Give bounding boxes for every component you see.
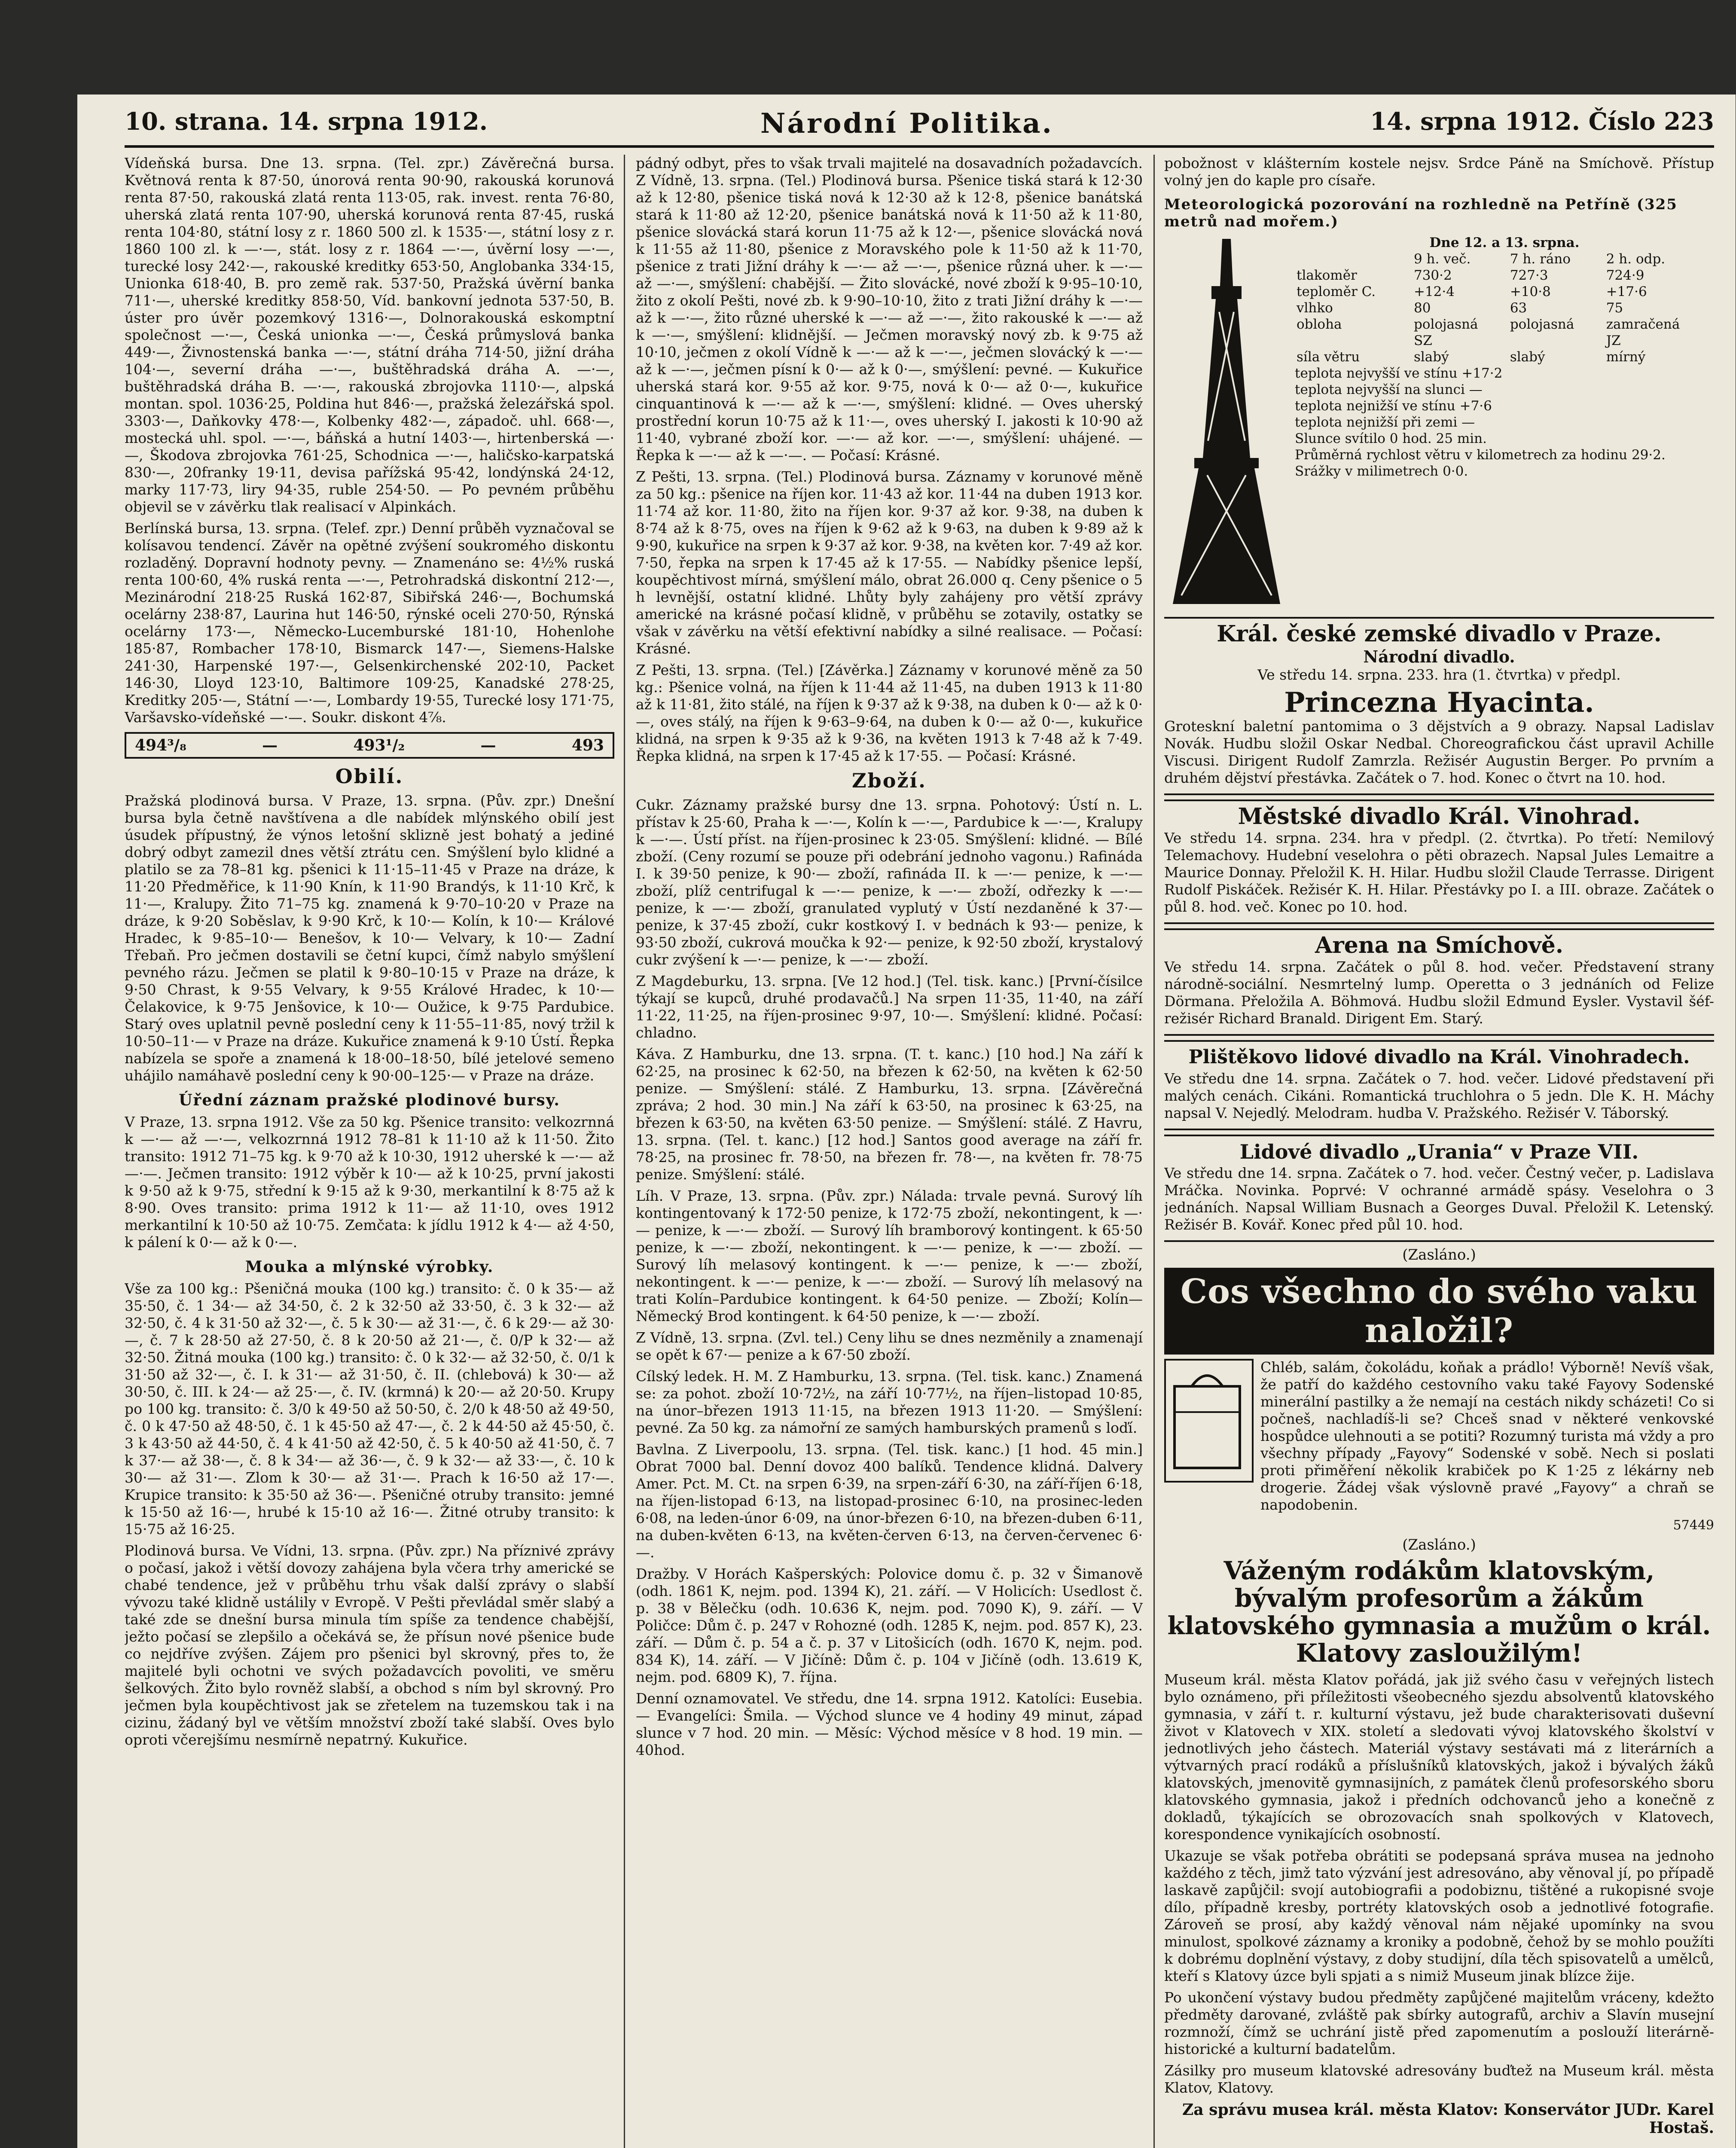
theatre-details: Ve středu dne 14. srpna. Začátek o 7. hod. večer. Čestný večer, p. Ladislava Mráčka. Novinka. Poprvé: V ochranné armádě spásy. Veselohra o 3 jednáních. Napsal William Busnach a Georges Duval. Přeložil K. Letenský. Režisér B. Kovář. Konec před půl 10. hod.	[1164, 1165, 1714, 1233]
weather-row	[1295, 267, 1714, 284]
theatre-details: Ve středu 14. srpna. Začátek o půl 8. hod. večer. Představení strany národně-sociální. Nesmrtelný lump. Operetta o 3 jednáních od Felize Dörmana. Přeložila A. Böhmová. Hudbu složil Edmund Eysler. Vystavil šéf-režisér Richard Branald. Dirigent Em. Starý.	[1164, 958, 1714, 1027]
theatre-subtitle: Národní divadlo.	[1363, 647, 1515, 666]
column-divider	[624, 155, 625, 2148]
masthead	[125, 107, 1714, 146]
weather-cell: +10·8	[1510, 284, 1551, 299]
vinohrady-theatre-listing	[1164, 799, 1714, 924]
national-theatre-listing	[1164, 617, 1714, 795]
theatre-date: Ve středu 14. srpna. 233. hra (1. čtvrtka) v předpl.	[1257, 666, 1621, 683]
flour-heading: Mouka a mlýnské výrobky.	[245, 1258, 494, 1276]
weather-cell: 724·9	[1606, 268, 1644, 283]
weather-extra-line: Průměrná rychlost větru v kilometrech za hodinu 29·2.	[1295, 447, 1666, 463]
vienna-stock-exchange: Vídeňská bursa. Dne 13. srpna. (Tel. zpr.) Závěrečná bursa. Květnová renta k 87·50, únorová renta 90·90, rakouská korunová renta 87·50, rakouská zlatá renta 113·05, rak. invest. renta 76·80, uherská zlatá renta 107·90, uherská korunová renta 87·45, ruská renta 104·80, státní losy z r. 1860 500 zl. k 1535·—, státní losy z r. 1860 100 zl. k —·—, stát. losy z r. 1864 —·—, úvěrní losy —·—, turecké losy 242·—, rakouské kreditky 653·50, Anglobanka 334·15, Unionka 618·40, B. pro země rak. 537·50, Pražská úvěrní banka 711·—, uherské kreditky 858·50, Víd. bankovní jednota 537·50, B. úster pro úvěr pozemkový 1316·—, Dolnorakouská eskomptní společnost —·—, Česká unionka —·—, Česká průmyslová banka 449·—, Živnostenská banka —·—, státní dráha 714·50, jižní dráha 104·—, severní dráha —·—, buštěhradská dráha A. —·—, buštěhradská dráha B. —·—, rakouská zbrojovka 1110·—, alpská montan. spol. 1036·25, Poldina hut 846·—, pražská železářská spol. 3303·—, Daňkovky 478·—, Kolbenky 482·—, západoč. uhl. 668·—, mostecká uhl. spol. —·—, báňská a hutní 1403·—, hirtenberská —·—, Škodova zbrojovka 761·25, Schodnica —·—, haličsko-karpatská 830·—, 20franky 19·11, devisa pařížská 95·42, londýnská 24·12, marky 117·73, liry 94·35, ruble 254·50. — Po pevném průběhu objevil se v závěrku tlak realisací v Alpinkách.	[125, 155, 614, 515]
weather-row	[1295, 300, 1714, 316]
museum-appeal-text: Museum král. města Klatov pořádá, jak již svého času v veřejných listech bylo oznámeno, při příležitosti všeobecného sjezdu absolventů klatovského gymnasia, v září t. r. kulturní výstavu, jež bude charakterisovati duševní život v Klatovech v XIX. století a sledovati vývoj klatovského školství v jednotlivých jeho částech. Materiál výstavy sestávati má z literárních a výtvarných prací rodáků a příslušníků klatovských, jakož i bývalých žáků klatovských, jmenovitě gymnasijních, z památek členů profesorského sboru klatovského gymnasia, jakož i předních odchovanců jeho a konečně z dokladů, týkajících se obrozovacích snah spolkových v Klatovech, korespondence vynikajících osobností.	[1164, 1671, 1714, 1843]
urania-theatre-listing	[1164, 1135, 1714, 1242]
weather-extra-line: teplota nejnižší ve stínu +7·6	[1295, 398, 1492, 414]
budapest-grain-report: Z Pešti, 13. srpna. (Tel.) Plodinová bursa. Záznamy v korunové měně za 50 kg.: pšenice na říjen kor. 11·43 až kor. 11·44 na duben 1913 kor. 11·74 až kor. 11·80, žito na říjen kor. 9·37 až kor. 9·38, na duben k 8·74 až k 8·75, oves na říjen k 9·62 až k 9·63, na duben k 9·89 až k 9·90, kukuřice na srpen k 9·37 až kor. 9·38, na květen kor. 7·49 až kor. 7·50, řepka na srpen k 17·45 až k 17·55. — Nabídky pšenice lepší, koupěchtivost mírná, smýšlení málo, obrat 26.000 q. Ceny pšenice o 5 h levnější, ostatní klidné. Lhůty byly zahájeny pro větší zprávy americké na krásné počasí klidně, v průběhu se zotavily, ostatky se však v závěrku na větší efektivní nabídky a silné realisace. — Počasí: Krásné.	[636, 468, 1143, 657]
magdeburg-report: Z Magdeburku, 13. srpna. [Ve 12 hod.] (Tel. tisk. kanc.) [První-čísilce týkají se kupců, druhé prodavačů.] Na srpen 11·35, 11·40, na září 11·22, 11·25, na říjen-prosinec 9·97, 10·—. Smýšlení: klidné. Počasí: chladno.	[636, 973, 1143, 1041]
pastille-box-illustration	[1164, 1359, 1254, 1483]
saltpetre-report: Cílský ledek. H. M. Z Hamburku, 13. srpna. (Tel. tisk. kanc.) Znamená se: za pohot. zboží 10·72½, na září 10·77½, na říjen–listopad 10·85, na únor–březen 1913 11·15, na březen 1913 11·20. — Smýšlení: pevné. Za 50 kg. za námořní ze samých hamburských pramenů s loďí.	[636, 1368, 1143, 1436]
cotton-report: Bavlna. Z Liverpoolu, 13. srpna. (Tel. tisk. kanc.) [1 hod. 45 min.] Obrat 7000 bal. Denní dovoz 400 balíků. Tendence klidná. Dalvery Amer. Pct. M. Ct. na srpen 6·39, na srpen-září 6·30, na září-říjen 6·18, na říjen-listopad 6·13, na listopad-prosinec 6·10, na prosinec-leden 6·08, na leden-únor 6·09, na únor-březen 6·10, na březen-duben 6·11, na duben-květen 6·13, na květen-červen 6·13, na červen-červenec 6·—.	[636, 1441, 1143, 1561]
price-box-value: 494³/₈	[135, 736, 186, 754]
weather-header-cell: 7 h. ráno	[1510, 251, 1571, 267]
weather-extra-line: Srážky v milimetrech 0·0.	[1295, 464, 1468, 479]
theatre-details: Groteskní baletní pantomima o 3 dějstvích a 9 obrazy. Napsal Ladislav Novák. Hudbu složil Oskar Nedbal. Choreografickou část upravil Achille Viscusi. Dirigent Rudolf Zamrzla. Režisér Augustin Berger. Po prvním a druhém dějství přestávka. Začátek o 7. hod. Konec o čtvrt na 10. hod.	[1164, 718, 1714, 786]
weather-extra-line: teplota nejvyšší na slunci —	[1295, 382, 1483, 397]
budapest-closing-report: Z Pešti, 13. srpna. (Tel.) [Závěrka.] Záznamy v korunové měně za 50 kg.: Pšenice volná, na říjen k 11·44 až 11·45, na duben 1913 k 11·80 až k 11·81, žito stálé, na říjen k 9·37 až k 9·38, na duben k 0·— až k 0·—, oves stálý, na říjen k 9·63–9·64, na duben k 0·— až 0·—, kukuřice klidná, na srpen k 9·35 až k 9·36, na květen 1913 k 7·48 až k 7·49. Řepka klidná, na srpen k 17·45 až k 17·55. — Počasí: Krásné.	[636, 662, 1143, 764]
weather-row	[1295, 349, 1714, 365]
theatre-title: Městské divadlo Král. Vinohrad.	[1238, 803, 1641, 830]
column-2	[636, 155, 1143, 2148]
weather-header-cell: 2 h. odp.	[1606, 251, 1666, 267]
plistek-theatre-listing	[1164, 1040, 1714, 1130]
theatre-details: Ve středu dne 14. srpna. Začátek o 7. hod. večer. Lidové představení při malých cenách. Cikáni. Romantická truchlohra o 5 jedn. Dle K. H. Máchy napsal V. Nejedlý. Melodram. hudba V. Pražského. Režisér V. Táborský.	[1164, 1070, 1714, 1121]
weather-header-cell: 9 h. več.	[1413, 251, 1471, 267]
advertisement-number: 57449	[1673, 1518, 1714, 1533]
weather-extra-line: Slunce svítilo 0 hod. 25 min.	[1295, 431, 1487, 446]
weather-row	[1295, 284, 1714, 300]
weather-cell: 730·2	[1413, 268, 1452, 283]
advertisement-text: Chléb, salám, čokoládu, koňak a prádlo! Výborně! Nevíš však, že patří do každého cestovního vaku také Fayovy Sodenské minerální pastilky a že nemají na cestách nikdy scházeti! Co si počneš, nachladíš-li se? Chceš snad v některé venkovské hospůdce ulehnouti a se potiti? Rozumný turista má vždy a pro všechny případy „Fayovy“ Sodenské v sobě. Nech si poslati proti přiměření několik krabiček po K 1·25 z lékárny neb drogerie. Žádej však výslovně pravé „Fayovy“ a chraň se napodobenin.	[1260, 1359, 1714, 1513]
price-box-dash: —	[262, 736, 278, 754]
weather-cell	[1295, 333, 1412, 349]
vienna-grain-report: pádný odbyt, přes to však trvali majitelé na dosavadních požadavcích. Z Vídně, 13. srpna. (Tel.) Plodinová bursa. Pšenice tiská stará k 12·30 až k 12·80, pšenice tiská nová k 12·30 až k 12·8, pšenice banátská stará k 11·80 až 12·20, pšenice banátská nová k 11·50 až k 11·80, pšenice slovácká stará korun 11·75 až k 12·—, pšenice slovácká nová k 11·55 až 11·80, pšenice z Moravského pole k 11·50 až k 11·70, pšenice z trati Jižní dráhy k —·— až —·—, pšenice různá uher. k —·— až —·—, smýšlení: chabější. — Žito slovácké, nové zboží k 9·95–10·10, žito z okolí Pešti, nové zb. k 9·90–10·10, žito z trati Jižní dráhy k —·— až k —·—, žito různé uherské k —·— až —·—, žito rakouské k —·— až k —·—, smýšlení: klidnější. — Ječmen moravský nový zb. k 9·75 až 10·10, ječmen z okolí Vídně k —·— až k —·—, ječmen slovácký k —·— až k —·—, ječmen písní k 0·— až k 0·—, smýšlení: pevné. — Kukuřice uherská stará kor. 9·55 až kor. 9·75, nová k 0·— až 0·—, kukuřice cinquantinová k —·— až k —·—, smýšlení: klidné. — Oves uherský prostřední korun 10·75 až k 11·—, oves uherský I. jakosti k 10·90 až 11·40, vybrané zboží kor. —·— až kor. —·—, smýšlení: uhájené. — Řepka k —·— až k —·—. — Počasí: Krásné.	[636, 155, 1143, 464]
section-heading-goods: Zboží.	[851, 769, 927, 792]
weather-date: Dne 12. a 13. srpna.	[1429, 235, 1580, 250]
weather-cell: tlakoměr	[1297, 268, 1357, 283]
theatre-title: Arena na Smíchově.	[1315, 932, 1563, 958]
column-1	[125, 155, 614, 2148]
advertisement-body	[1164, 1359, 1714, 1518]
column-divider	[1153, 155, 1155, 2148]
vienna-spirits-report: Z Vídně, 13. srpna. (Zvl. tel.) Ceny lihu se dnes nezměnily a znamenají se opět k 67·— penize a k 67·50 zboží.	[636, 1329, 1143, 1363]
weather-cell: vlhko	[1297, 300, 1333, 316]
flour-prices: Vše za 100 kg.: Pšeničná mouka (100 kg.) transito: č. 0 k 35·— až 35·50, č. 1 34·— až 34·50, č. 2 k 32·50 až 33·50, č. 3 k 32·— až 32·50, č. 4 k 31·50 až 32·—, č. 5 k 30·— až 31·—, č. 6 k 29·— až 30·—, č. 7 k 28·50 až 27·50, č. 8 k 20·50 až 21·—, č. 0/P k 32·— až 32·50. Žitná mouka (100 kg.) transito: č. 0 k 32·— až 32·50, č. 0/1 k 31·50 až 32·—, č. I. k 31·— až 31·50, č. II. (chlebová) k 30·— až 30·50, č. III. k 24·— až 25·—, č. IV. (krmná) k 20·— až 20·50. Krupy po 100 kg. transito: č. 3/0 k 49·50 až 50·50, č. 2/0 k 48·50 až 49·50, č. 0 k 47·50 až 48·50, č. 1 k 45·50 až 47·—, č. 2 k 44·50 až 45·50, č. 3 k 43·50 až 44·50, č. 4 k 41·50 až 42·50, č. 5 k 40·50 až 41·50, č. 7 k 37·— až 38·—, č. 8 k 34·— až 36·—, č. 9 k 32·— až 33·—, č. 10 k 30·— až 31·—. Zlom k 30·— až 31·—. Prach k 16·50 až 17·—. Krupice transito: k 35·50 až 36·—. Pšeničné otruby transito: jemné k 15·50 až 16·—, hrubé k 15·10 až 16·—. Žitné otruby transito: k 15·75 až 16·25.	[125, 1280, 614, 1538]
museum-appeal-title: Váženým rodákům klatovským, bývalým profesorům a žákům klatovského gymnasia a mužům o král. Klatovy zasloužilým!	[1167, 1556, 1711, 1668]
weather-cell: polojasná	[1413, 317, 1478, 332]
weather-table	[1295, 235, 1714, 613]
weather-cell: síla větru	[1297, 349, 1360, 365]
weather-cell: obloha	[1297, 317, 1342, 332]
weather-header-row	[1295, 251, 1714, 267]
play-title: Princezna Hyacinta.	[1284, 687, 1594, 719]
weather-cell: mírný	[1606, 349, 1646, 365]
price-box-value: 493¹/₂	[353, 736, 405, 754]
vienna-commodity-exchange: Plodinová bursa. Ve Vídni, 13. srpna. (Pův. zpr.) Na příznivé zprávy o počasí, jakož i větší dovozy zahájena byla včera trhy americké se chabé tendence, jež v průběhu trhu však další zprávy o slabší vývozu také klidně ustálily v Evropě. V Pešti převládal směr slabý a také zde se dnešní bursa minula tím spíše za tendence chabější, ježto počasí se zlepšilo a očekává se, že přísun nové pšenice bude co nejdříve zvýšen. Zájem pro pšenici byl skrovný, přes to, že majitelé byli ochotni ve svých požadavcích povoliti, ve směru šelkových. Žito bylo rovněž slabší, a obchod s ním byl skrovný. Pro ječmen byla koupěchtivost jak se zřetelem na tuzemskou tak i na cizinu, žádaný byl ve větším množství zboží také slabší. Oves bylo oproti včerejšímu nesmírně nepatrný. Kukuřice.	[125, 1542, 614, 1748]
weather-cell: zamračená	[1606, 317, 1680, 332]
weather-cell: JZ	[1606, 333, 1621, 348]
prague-commodity-exchange: Pražská plodinová bursa. V Praze, 13. srpna. (Pův. zpr.) Dnešní bursa byla četně navštívena a dle nabídek mlýnského obilí jest úsudek přípustný, že výnos letošní sklizně jest bohatý a jediné dobrý odbyt zamezil dnes větší ztrátu cen. Smýšlení bylo klidné a platilo se za 78–81 kg. pšenici k 11·15–11·45 v Praze na dráze, k 11·20 Předměřice, k 11·90 Knín, k 11·90 Brandýs, k 11·10 Krč, k 11·—, Kralupy. Žito 71–75 kg. znamená k 9·70–10·20 v Praze na dráze, k 9·20 Soběslav, k 9·90 Krč, k 10·— Kolín, k 10·— Králové Hradec, k 9·85–10·— Benešov, k 10·— Velvary, k 10·— Zadní Třebaň. Pro ječmen dostavili se četní kupci, čímž nabylo smýšlení pevného rázu. Ječmen se platil k 9·80–10·15 v Praze na dráze, k 9·50 Chrast, k 9·55 Velvary, k 9·55 Králové Hradec, k 10·— Čelakovice, k 9·75 Jenšovice, k 10·— Oužice, k 9·75 Pardubice. Starý oves uplatnil pevně poslední ceny k 11·55–11·85, nový tržil k 10·50–11·— v Praze na dráze. Kukuřice znamená k 9·10 Ústí. Řepka nabízela se spoře a znamená k 18·00–18·50, bílé jetelové semeno uhájilo namáhavě poslední ceny k 90·00–125·— v Praze na dráze.	[125, 792, 614, 1084]
museum-appeal-text: Zásilky pro museum klatovské adresovány buďtež na Museum král. města Klatov, Klatovy.	[1164, 2062, 1714, 2096]
theatre-title: Král. české zemské divadlo v Praze.	[1217, 621, 1662, 647]
column-3	[1164, 155, 1714, 2148]
official-record-heading: Úřední záznam pražské plodinové bursy.	[179, 1091, 560, 1109]
weather-row	[1295, 316, 1714, 333]
auctions: Dražby. V Horách Kašperských: Polovice domu č. p. 32 v Šimanově (odh. 1861 K, nejm. pod. 1394 K), 21. září. — V Holicích: Usedlost č. p. 38 v Bělečku (odh. 10.636 K, nejm. pod. 7090 K), 9. září. — V Poličce: Dům č. p. 247 v Rohozné (odh. 1285 K, nejm. pod. 857 K), 23. září. — Dům č. p. 54 a č. p. 37 v Litošicích (odh. 1670 K, nejm. pod. 834 K), 14. září. — V Jičíně: Dům č. p. 104 v Jičíně (odh. 13.619 K, nejm. pod. 6809 K), 7. října.	[636, 1565, 1143, 1685]
spirits-report: Líh. V Praze, 13. srpna. (Pův. zpr.) Nálada: trvale pevná. Surový líh kontingentovaný k 172·50 penize, k 172·75 zboží, nekontingent, k —·— penize, k —·— zboží. — Surový líh bramborový kontingent. k 65·50 penize, k —·— zboží, nekontingent. k —·— penize, k —·— zboží. — Surový líh melasový kontingent. k —·— penize, k —·— zboží, nekontingent. k —·— penize, k —·— zboží. — Surový líh melasový na trati Kolín–Pardubice kontingent. k 64·50 penize. — Zboží; Kolín—Německý Brod kontingent. k 64·50 penize, k —·— zboží.	[636, 1187, 1143, 1324]
price-box-dash: —	[480, 736, 496, 754]
weather-cell: 727·3	[1510, 268, 1548, 283]
weather-cell: 63	[1510, 300, 1527, 316]
weather-title: Meteorologická pozorování na rozhledně na Petříně (325 metrů nad mořem.)	[1164, 196, 1678, 230]
berlin-stock-exchange: Berlínská bursa, 13. srpna. (Telef. zpr.) Denní průběh vyznačoval se kolísavou tendencí. Závěr na opětné zvýšení soukromého diskontu rozladěný. Dopravní hodnoty pevny. — Znamenáno se: 4½% ruská renta 100·60, 4% ruská renta —·—, Petrohradská diskontní 212·—, Mezinárodní 218·25 Ruská 162·87, Sibiřská 246·—, Bochumská ocelárny 238·87, Laurina hut 146·50, rýnské oceli 270·50, Rýnská ocelárny 173·—, Německo-Lucemburské 181·10, Hohenlohe 185·87, Rombacher 178·10, Bismarck 147·—, Siemens-Halske 241·30, Harpenské 197·—, Gelsenkirchenské 202·10, Packet 146·30, Lloyd 123·10, Baltimore 109·25, Kanadské 278·25, Kreditky 205·—, Státní —·—, Lombardy 19·55, Turecké losy 171·75, Varšavsko-vídeňské —·—. Soukr. diskont 4⅞.	[125, 520, 614, 726]
price-box	[125, 732, 614, 759]
museum-appeal-text: Po ukončení výstavy budou předměty zapůjčené majitelům vráceny, kdežto předměty darované, zvláště pak sbírky autografů, archiv a Slavín musejní rozmnoží, čímž se uchrání jistě před zapomenutím a poslouží literárně-historické a kulturní badatelům.	[1164, 1989, 1714, 2057]
sent-in-label: (Zasláno.)	[1402, 1246, 1476, 1263]
section-heading-grain: Obilí.	[335, 765, 404, 788]
weather-row	[1295, 333, 1714, 349]
daily-notices: Denní oznamovatel. Ve středu, dne 14. srpna 1912. Katolíci: Eusebia. — Evangelíci: Šmila. — Východ slunce ve 4 hodiny 49 minut, západ slunce v 7 hod. 20 min. — Měsíc: Východ měsíce v 8 hod. 19 min. — 40hod.	[636, 1690, 1143, 1758]
theatre-details: Ve středu 14. srpna. 234. hra v předpl. (2. čtvrtka). Po třetí: Nemilový Telemachovy. Hudební veselohra o pěti obrazech. Napsal Jules Lemaitre a Maurice Donnay. Přeložil K. H. Hilar. Hudbu složil Claude Terrasse. Dirigent Rudolf Piskáček. Režisér K. H. Hilar. Přestávky po I. a III. obraze. Začátek o půl 8. hod. več. Konec po 10. hod.	[1164, 830, 1714, 915]
weather-cell: 80	[1413, 300, 1431, 316]
coffee-report: Káva. Z Hamburku, dne 13. srpna. (T. t. kanc.) [10 hod.] Na září k 62·25, na prosinec k 62·50, na březen k 62·50, na květen k 62·50 penize. — Smýšlení: stálé. Z Hamburku, 13. srpna. [Závěrečná zpráva; 2 hod. 30 min.] Na září k 63·50, na prosinec k 63·25, na březen k 63·50, na květen 63·50 penize. — Smýšlení: stálé. Z Havru, 13. srpna. (Tel. t. kanc.) [12 hod.] Santos good average na září fr. 78·25, na prosinec fr. 78·50, na březen fr. 78·—, na květen fr. 78·75 penize. Smýšlení: stálé.	[636, 1046, 1143, 1183]
church-notice: pobožnost v klášterním kostele nejsv. Srdce Páně na Smíchově. Přístup volný jen do kaple pro císaře.	[1164, 155, 1714, 189]
smichov-arena-listing	[1164, 928, 1714, 1036]
weather-cell: teploměr C.	[1297, 284, 1376, 299]
weather-cell: SZ	[1413, 333, 1432, 348]
weather-extra-line: teplota nejvyšší ve stínu +17·2	[1295, 366, 1503, 381]
issue-date-number: 14. srpna 1912. Číslo 223	[1370, 107, 1714, 136]
official-record-text: V Praze, 13. srpna 1912. Vše za 50 kg. Pšenice transito: velkozrnná k —·— až —·—, velkozrnná 1912 78–81 k 11·10 až k 11·50. Žito transito: 1912 71–75 kg. k 9·70 až k 10·30, 1912 uherské k —·— až —·—. Ječmen transito: 1912 výběr k 10·— až k 10·25, první jakosti k 9·50 až k 9·75, střední k 9·15 až k 9·30, merkantilní k 8·75 až k 8·90. Oves transito: prima 1912 k 11·— až 11·10, oves 1912 merkantilní k 10·50 až 10·75. Zemčata: k jídlu 1912 k 4·— až 4·50, k pálení k 0·— až k 0·—.	[125, 1114, 614, 1251]
weather-cell	[1508, 333, 1605, 349]
page-number-date: 10. strana. 14. srpna 1912.	[125, 107, 488, 136]
museum-appeal-text: Ukazuje se však potřeba obrátiti se podepsaná správa musea na jednoho každého z těch, jimž tato výzvání jest adresováno, aby věnoval jí, po případě laskavě zapůjčil: svojí autobiografii a podobiznu, tištěné a rukopisné svoje dílo, případně kresby, portréty klatovských osob a jednotlivé fotografie. Zároveň se prosí, aby každý věnoval nám nějaké upomínky na svou minulost, spolkové záznamy a kroniky a podobně, čehož by se mohlo použíti k dobrému doplnění výstavy, z doby studijní, díla těch spisovatelů a umělců, kteří s Klatovy úzce byli spjati a s nimiž Museum jinak blízce žije.	[1164, 1847, 1714, 1984]
weather-cell: +17·6	[1606, 284, 1647, 299]
weather-header-cell	[1295, 251, 1412, 267]
newspaper-page	[77, 95, 1736, 2148]
weather-block	[1164, 235, 1714, 613]
museum-signature: Za správu musea král. města Klatov: Konservátor JUDr. Karel Hostaš.	[1182, 2101, 1714, 2137]
theatre-title: Plištěkovo lidové divadlo na Král. Vinohradech.	[1188, 1046, 1690, 1068]
petrin-tower-illustration	[1164, 235, 1289, 613]
sugar-report: Cukr. Záznamy pražské bursy dne 13. srpna. Pohotový: Ústí n. L. přístav k 25·60, Praha k —·—, Kolín k —·—, Pardubice k —·—, Kralupy k —·—. Ústí příst. na říjen-prosinec k 23·05. Smýšlení: klidné. — Bílé zboží. (Ceny rozumí se pouze při odebrání jednoho vagonu.) Rafináda I. k 39·50 penize, k 90·— zboží, rafináda II. k —·— penize, k —·— zboží, plíž centrifugal k —·— penize, k —·— zboží, odřezky k —·— penize, k —·— zboží, granulated vyplutý v Ústí nezdaněné k 37·— penize, k 37·45 zboží, cukr kostkový I. v bednách k 93·— penize, k 93·50 zboží, cukrová moučka k 92·— penize, k 92·50 zboží, krystalový cukr zvýšení k —·— penize, k —·— zboží.	[636, 796, 1143, 968]
weather-cell: slabý	[1413, 349, 1449, 365]
weather-cell: slabý	[1510, 349, 1545, 365]
bag-icon	[1166, 1361, 1248, 1477]
newspaper-title: Národní Politika.	[760, 107, 1053, 140]
theatre-title: Lidové divadlo „Urania“ v Praze VII.	[1239, 1140, 1639, 1163]
weather-cell: +12·4	[1413, 284, 1455, 299]
top-rule	[125, 145, 1714, 148]
sent-in-label: (Zasláno.)	[1402, 1536, 1476, 1553]
weather-cell: polojasná	[1510, 317, 1574, 332]
advertisement-headline: Cos všechno do svého vaku naložil?	[1164, 1268, 1714, 1355]
weather-extra-line: teplota nejnižší při zemi —	[1295, 415, 1475, 430]
weather-cell: 75	[1606, 300, 1623, 316]
price-box-value: 493	[571, 736, 604, 754]
